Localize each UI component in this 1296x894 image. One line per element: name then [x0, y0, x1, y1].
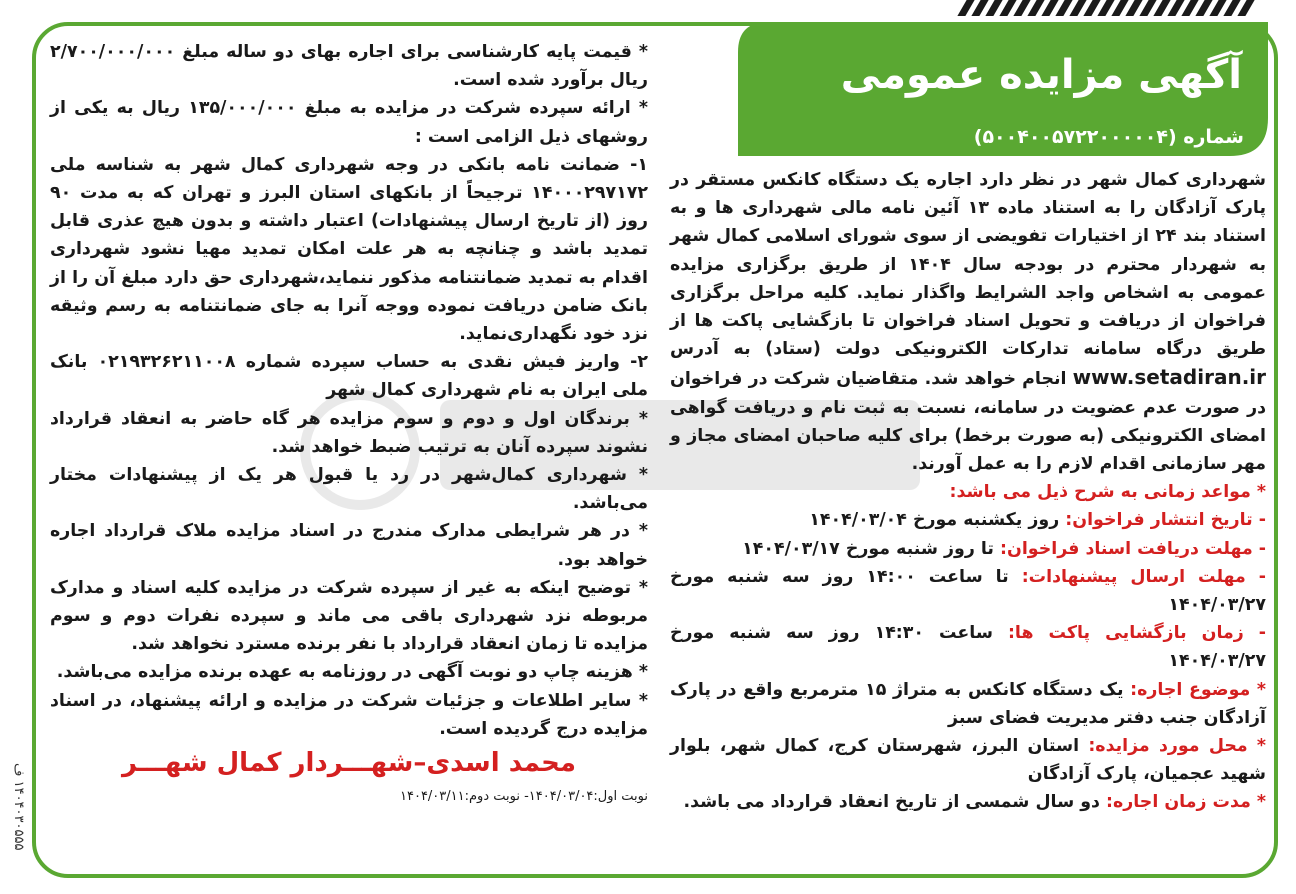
side-code: ۱۴۰۴۰۳۰۵۵۵ ف — [11, 762, 26, 850]
right-column — [670, 166, 1266, 817]
condition-item: * ارائه سپرده شرکت در مزایده به مبلغ ۱۳۵/۰۰۰/۰۰۰ ریال به یکی از روشهای ذیل الزامی است : — [50, 98, 648, 147]
condition-item: * شهرداری کمال‌شهر در رد یا قبول هر یک از پیشنهادات مختار می‌باشد. — [50, 465, 648, 514]
ad-number: شماره (۵۰۰۴۰۰۵۷۲۲۰۰۰۰۰۴) — [973, 126, 1244, 148]
schedule-item: - تاریخ انتشار فراخوان: روز یکشنبه مورخ ۱۴۰۴/۰۳/۰۴ — [809, 510, 1266, 531]
condition-item: * قیمت پایه کارشناسی برای اجاره بهای دو ساله مبلغ ۲/۷۰۰/۰۰۰/۰۰۰ ریال برآورد شده است. — [50, 42, 648, 91]
duration: * مدت زمان اجاره: دو سال شمسی از تاریخ انعقاد قرارداد می باشد. — [683, 792, 1266, 813]
publication-dates: نوبت اول:۱۴۰۴/۰۳/۰۴- نوبت دوم:۱۴۰۴/۰۳/۱۱ — [400, 789, 648, 805]
website-link[interactable]: www.setadiran.ir — [1072, 365, 1267, 390]
schedule-item: - زمان بازگشایی پاکت ها: ساعت ۱۴:۳۰ روز سه شنبه مورخ ۱۴۰۴/۰۳/۲۷ — [670, 623, 1267, 672]
location: * محل مورد مزایده: استان البرز، شهرستان کرج، کمال شهر، بلوار شهید عجمیان، پارک آزادگان — [670, 736, 1266, 785]
left-column — [50, 38, 648, 811]
condition-item: * در هر شرایطی مدارک مندرج در اسناد مزایده ملاک قرارداد اجاره خواهد بود. — [50, 521, 648, 570]
condition-item: * هزینه چاپ دو نوبت آگهی در روزنامه به عهده برنده مزایده می‌باشد. — [56, 662, 648, 683]
header-banner — [738, 22, 1268, 156]
condition-item: ۲- واریز فیش نقدی به حساب سپرده شماره ۰۲۱۹۳۲۶۲۱۱۰۰۸ بانک ملی ایران به نام شهرداری کمال شهر — [50, 352, 648, 401]
ad-title: آگهی مزایده عمومی — [840, 52, 1242, 98]
subject: * موضوع اجاره: یک دستگاه کانکس به متراژ ۱۵ مترمربع واقع در پارک آزادگان جنب دفتر مدیریت فضای سبز — [670, 679, 1267, 728]
condition-item: * برندگان اول و دوم و سوم مزایده هر گاه حاضر به انعقاد قرارداد نشوند سپرده آنان به ترتیب ضبط خواهد شد. — [50, 408, 648, 457]
intro-paragraph: شهرداری کمال شهر در نظر دارد اجاره یک دستگاه کانکس مستقر در پارک آزادگان را به استناد ماده ۱۳ آئین نامه مالی شهرداری ها و به استناد بند ۲۴ از اختیارات تفویضی از سوی شورای اسلامی کمال شهر به شهردار محترم در بودجه سال ۱۴۰۴ از طریق برگزاری مزایده عمومی به اشخاص واجد الشرایط واگذار نماید. کلیه مراحل برگزاری فراخوان از دریافت و تحویل اسناد فراخوان تا بازگشایی پاکت ها از طریق درگاه سامانه تدارکات الکترونیکی دولت (ستاد) به آدرس www.setadiran.ir انجام خواهد شد. متقاضیان شرکت در فراخوان در صورت عدم عضویت در سامانه، نسبت به ثبت نام و دریافت گواهی امضای الکترونیکی (به صورت برخط) برای کلیه صاحبان امضای مجاز و مهر سازمانی اقدام لازم را به عمل آورند. — [670, 170, 1267, 475]
top-decorative-stripes — [956, 0, 1276, 16]
schedule-item: - مهلت دریافت اسناد فراخوان: تا روز شنبه مورخ ۱۴۰۴/۰۳/۱۷ — [742, 538, 1266, 559]
condition-item: ۱- ضمانت نامه بانکی در وجه شهرداری کمال شهر به شناسه ملی ۱۴۰۰۰۲۹۷۱۷۲ ترجیحاً از بانکهای استان البرز و تهران که به مدت ۹۰ روز (از تاریخ ارسال پیشنهادات) اعتبار داشته و بدون هیچ عذری قابل تمدید باشد و چنانچه به هر علت امکان تمدید مهیا نشود شهرداری اقدام به تمدید ضمانتنامه مذکور ننماید،شهرداری حق دارد مبلغ آن را از بانک ضامن دریافت نموده ووجه آنرا به جای ضمانتنامه به رسم وثیقه نزد خود نگهداری‌نماید. — [50, 154, 648, 345]
condition-item: * سایر اطلاعات و جزئیات شرکت در مزایده و ارائه پیشنهاد، در اسناد مزایده درج گردیده است. — [50, 690, 648, 739]
schedule-item: - مهلت ارسال پیشنهادات: تا ساعت ۱۴:۰۰ روز سه شنبه مورخ ۱۴۰۴/۰۳/۲۷ — [670, 566, 1266, 616]
mayor-signature: محمد اسدی–شهـــردار کمال شهـــر — [122, 748, 576, 779]
schedule-heading: * مواعد زمانی به شرح ذیل می باشد: — [949, 482, 1266, 503]
condition-item: * توضیح اینکه به غیر از سپرده شرکت در مزایده کلیه اسناد و مدارک مربوطه نزد شهرداری باقی می ماند و سپرده نفرات دوم و سوم مزایده تا زمان انعقاد قرارداد با نفر برنده مسترد نخواهد شد. — [50, 577, 648, 655]
